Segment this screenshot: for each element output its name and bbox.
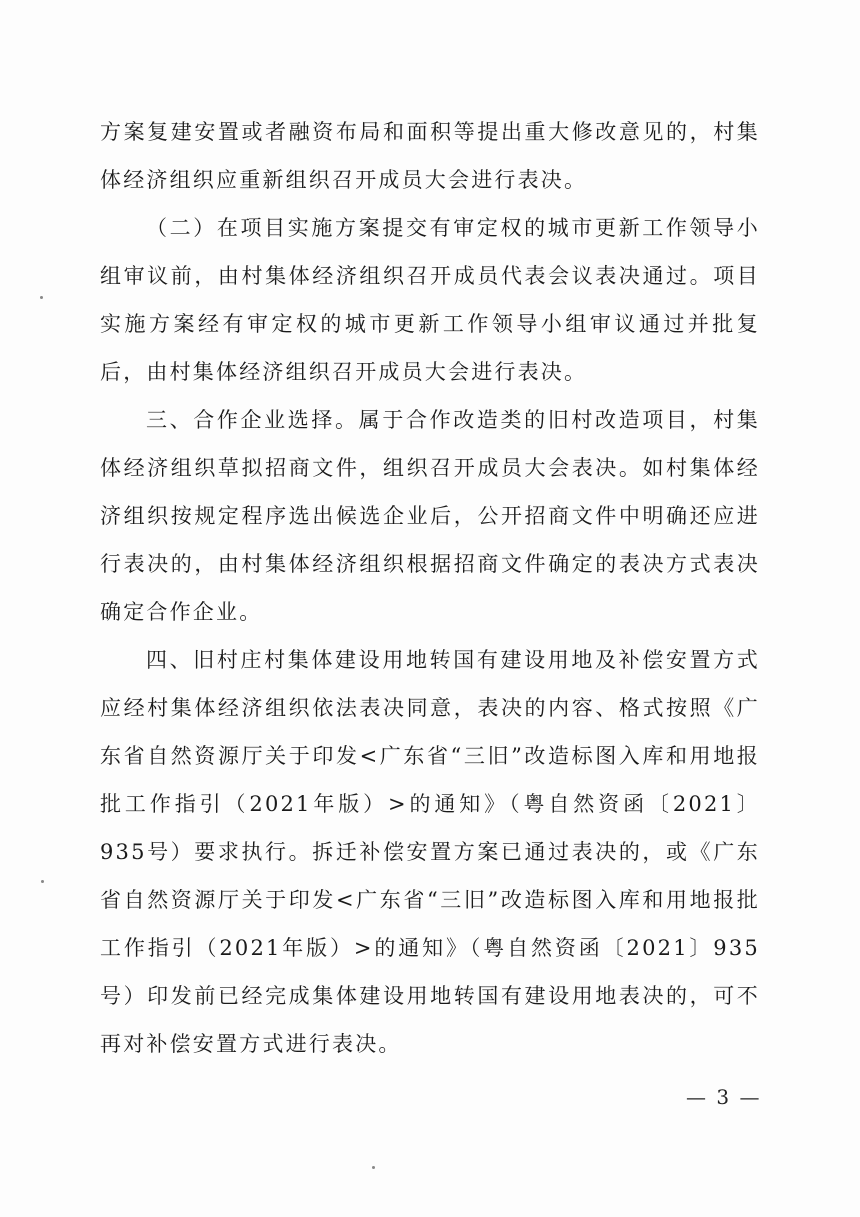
scan-mark <box>372 1166 375 1169</box>
page-number: — 3 — <box>686 1085 762 1109</box>
paragraph-section-4: 四、旧村庄村集体建设用地转国有建设用地及补偿安置方式应经村集体经济组织依法表决同意，表决的内容、格式按照《广东省自然资源厅关于印发<广东省“三旧”改造标图入库和用地报批工作指引（2021年版）>的通知》（粤自然资函〔2021〕935号）要求执行。拆迁补偿安置方案已通过表决的，或《广东省自然资源厅关于印发<广东省“三旧”改造标图入库和用地报批工作指引（2021年版）>的通知》（粤自然资函〔2021〕935号）印发前已经完成集体建设用地转国有建设用地表决的，可不再对补偿安置方式进行表决。 <box>100 648 760 1056</box>
paragraph-section-3: 三、合作企业选择。属于合作改造类的旧村改造项目，村集体经济组织草拟招商文件，组织召开成员大会表决。如村集体经济组织按规定程序选出候选企业后，公开招商文件中明确还应进行表决的，由村集体经济组织根据招商文件确定的表决方式表决确定合作企业。 <box>100 408 760 624</box>
paragraph-continuation: 方案复建安置或者融资布局和面积等提出重大修改意见的，村集体经济组织应重新组织召开成员大会进行表决。 <box>100 120 760 192</box>
paragraph-item-2: （二）在项目实施方案提交有审定权的城市更新工作领导小组审议前，由村集体经济组织召开成员代表会议表决通过。项目实施方案经有审定权的城市更新工作领导小组审议通过并批复后，由村集体经济组织召开成员大会进行表决。 <box>100 216 760 384</box>
scan-mark <box>40 296 43 299</box>
document-body <box>100 108 760 1068</box>
scan-mark <box>41 880 44 883</box>
